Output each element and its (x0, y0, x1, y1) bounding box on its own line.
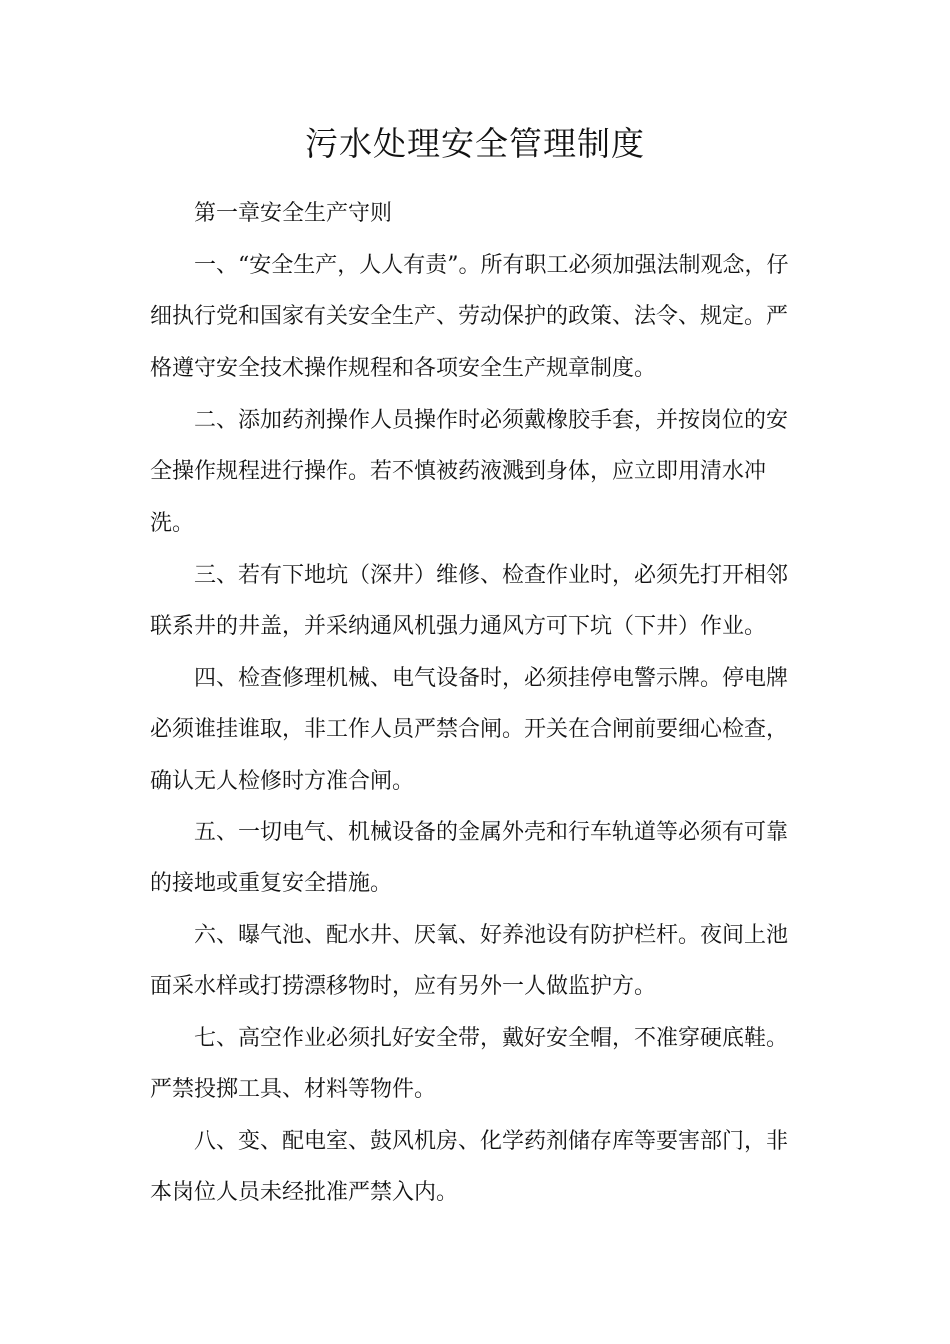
paragraph-line: 洗。 (150, 511, 195, 536)
paragraph-line: 五、一切电气、机械设备的金属外壳和行车轨道等必须有可靠 (194, 820, 789, 845)
paragraph-line: 一、“安全生产，人人有责”。所有职工必须加强法制观念，仔 (194, 253, 789, 278)
document-title: 污水处理安全管理制度 (305, 124, 645, 163)
paragraph-line: 严禁投掷工具、材料等物件。 (150, 1077, 437, 1102)
paragraph-line: 四、检查修理机械、电气设备时，必须挂停电警示牌。停电牌 (194, 666, 789, 691)
chapter-heading: 第一章安全生产守则 (194, 201, 393, 226)
paragraph-line: 三、若有下地坑（深井）维修、检查作业时，必须先打开相邻 (194, 563, 789, 588)
paragraph-line: 二、添加药剂操作人员操作时必须戴橡胶手套，并按岗位的安 (194, 408, 789, 433)
paragraph-line: 面采水样或打捞漂移物时，应有另外一人做监护方。 (150, 974, 657, 999)
paragraph-line: 六、曝气池、配水井、厌氧、好养池设有防护栏杆。夜间上池 (194, 923, 789, 948)
paragraph-line: 的接地或重复安全措施。 (150, 871, 393, 896)
paragraph-line: 细执行党和国家有关安全生产、劳动保护的政策、法令、规定。严 (150, 304, 789, 329)
paragraph-line: 格遵守安全技术操作规程和各项安全生产规章制度。 (150, 356, 657, 381)
paragraph-line: 全操作规程进行操作。若不慎被药液溅到身体，应立即用清水冲 (150, 459, 767, 484)
paragraph-line: 本岗位人员未经批准严禁入内。 (150, 1180, 459, 1205)
paragraph-line: 八、变、配电室、鼓风机房、化学药剂储存库等要害部门，非 (194, 1129, 789, 1154)
paragraph-line: 联系井的井盖，并采纳通风机强力通风方可下坑（下井）作业。 (150, 614, 767, 639)
paragraph-line: 必须谁挂谁取，非工作人员严禁合闸。开关在合闸前要细心检查， (150, 717, 789, 742)
paragraph-line: 七、高空作业必须扎好安全带，戴好安全帽，不准穿硬底鞋。 (194, 1026, 789, 1051)
paragraph-line: 确认无人检修时方准合闸。 (150, 769, 415, 794)
